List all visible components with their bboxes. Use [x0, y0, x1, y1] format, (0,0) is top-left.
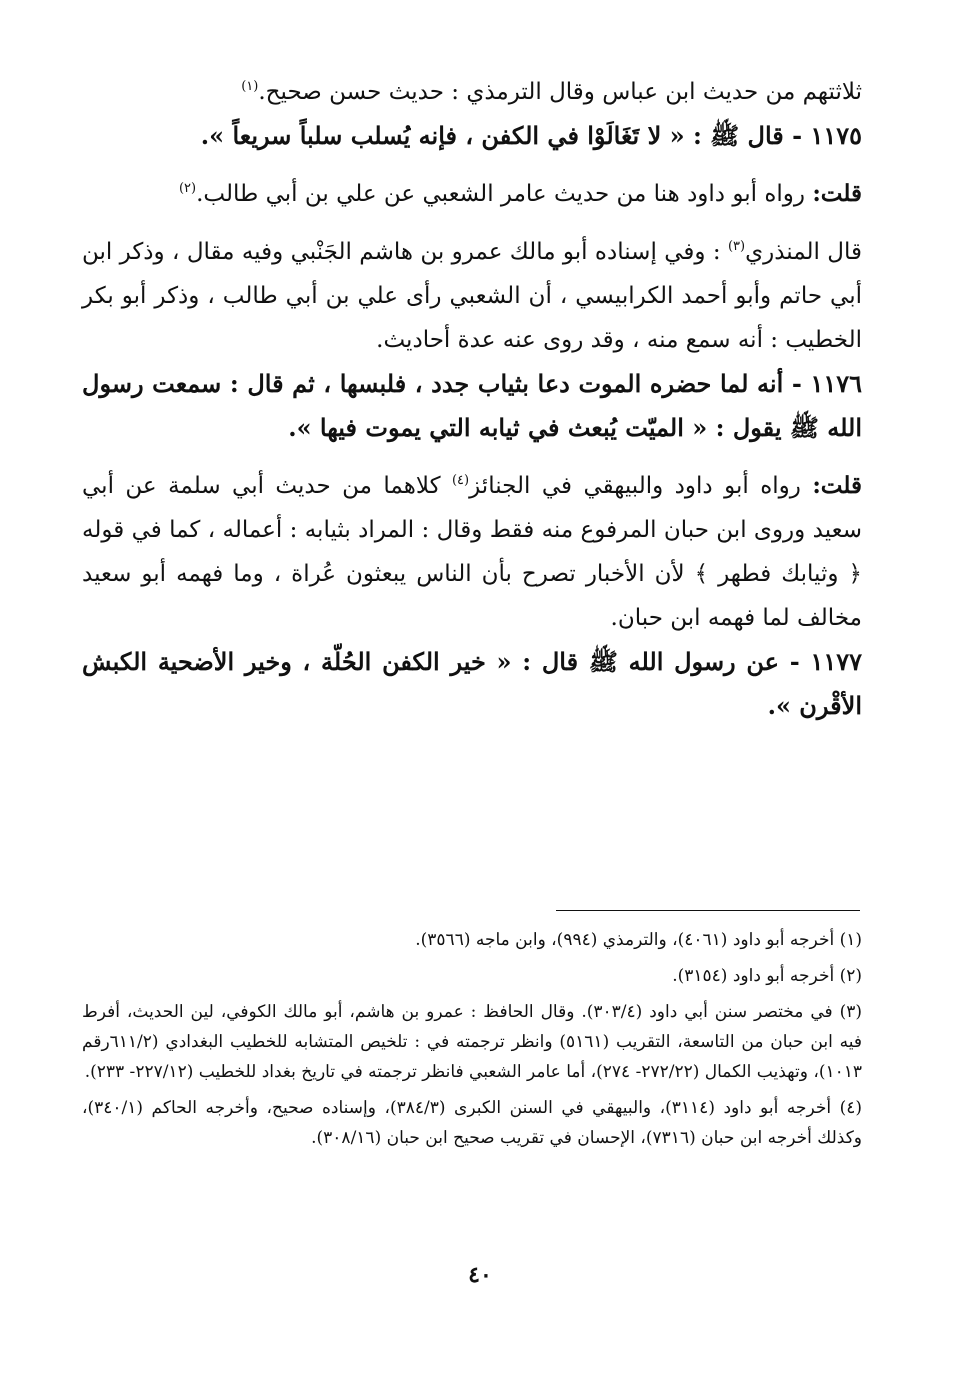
- footnote: (١) أخرجه أبو داود (٤٠٦١)، والترمذي (٩٩٤)، وابن ماجه (٣٥٦٦).: [415, 930, 862, 950]
- footnote-ref[interactable]: (١): [241, 79, 259, 94]
- main-text: [82, 70, 862, 728]
- footnotes: [82, 925, 862, 1159]
- hadith-1175: ١١٧٥ - قال ﷺ : « لا تَغَالَوْا في الكفن ، فإنه يُسلب سلباً سريعاً ».: [200, 121, 862, 150]
- footnote-number: (١): [839, 930, 862, 950]
- hadith-1177: ١١٧٧ - عن رسول الله ﷺ قال : « خير الكفن الحُلّة ، وخير الأضحية الكبش الأقْرن ».: [82, 647, 862, 720]
- paragraph: قلت: رواه أبو داود والبيهقي في الجنائز$^{(٤)}$ كلاهما من حديث أبي سلمة عن أبي سعيد وروى ابن حبان المرفوع منه فقط وقال : المراد بثيابه : أعماله ، كما في قوله ﴿ وثيابك فطهر ﴾ لأن الأخبار تصرح بأن الناس يبعثون عُراة ، وما فهمه أبو سعيد مخالف لما فهمه ابن حبان.: [82, 472, 862, 631]
- footnote: (٤) أخرجه أبو داود (٣١١٤)، والبيهقي في السنن الكبرى (٣٨٤/٣)، وإسناده صحيح، وأخرجه الحاكم (٣٤٠/١)، وكذلك أخرجه ابن حبان (٧٣١٦)، الإحسان في تقريب صحيح ابن حبان (٣٠٨/١٦).: [82, 1098, 863, 1148]
- paragraph: قال المنذري$^{(٣)}$ : وفي إسناده أبو مالك عمرو بن هاشم الجَنْبي وفيه مقال ، وذكر ابن أبي حاتم وأبو أحمد الكرابيسي ، أن الشعبي رأى علي بن أبي طالب ، وذكر أبو بكر الخطيب : أنه سمع منه ، وقد روى عنه عدة أحاديث.: [82, 239, 863, 353]
- footnote: (٢) أخرجه أبو داود (٣١٥٤).: [672, 966, 862, 986]
- footnote-ref[interactable]: (٢): [178, 181, 197, 196]
- footnote-divider: [556, 910, 860, 911]
- footnote-number: (٢): [839, 966, 862, 986]
- paragraph: قلت: رواه أبو داود هنا من حديث عامر الشعبي عن علي بن أبي طالب.$^{(٢)}$: [178, 180, 862, 207]
- page-number: ٤٠: [468, 1262, 492, 1288]
- footnote-ref[interactable]: (٤): [451, 473, 470, 488]
- commentary-lead: قلت:: [812, 472, 862, 499]
- footnote-ref[interactable]: (٣): [727, 239, 746, 254]
- footnote: (٣) في مختصر سنن أبي داود (٣٠٣/٤). وقال الحافظ : عمرو بن هاشم، أبو مالك الكوفي، لين الحديث، أفرط فيه ابن حبان من التاسعة، التقريب (٥١٦١) وانظر ترجمته في : تلخيص المتشابه للخطيب البغدادي (٦١١/٢رقم ١٠١٣)، وتهذيب الكمال (٢٧٢/٢٢- ٢٧٤)، أما عامر الشعبي فانظر ترجمته في تاريخ بغداد للخطيب (٢٢٧/١٢- ٢٣٣).: [82, 1002, 862, 1082]
- paragraph: ثلاثتهم من حديث ابن عباس وقال الترمذي : حديث حسن صحيح.$^{(١)}$: [241, 79, 862, 105]
- footnote-number: (٣): [839, 1002, 862, 1022]
- footnote-number: (٤): [839, 1098, 863, 1118]
- hadith-1176: ١١٧٦ - أنه لما حضره الموت دعا بثياب جدد ، فلبسها ، ثم قال : سمعت رسول الله ﷺ يقول : « الميّت يُبعث في ثيابه التي يموت فيها ».: [82, 369, 862, 442]
- commentary-lead: قلت:: [812, 180, 862, 207]
